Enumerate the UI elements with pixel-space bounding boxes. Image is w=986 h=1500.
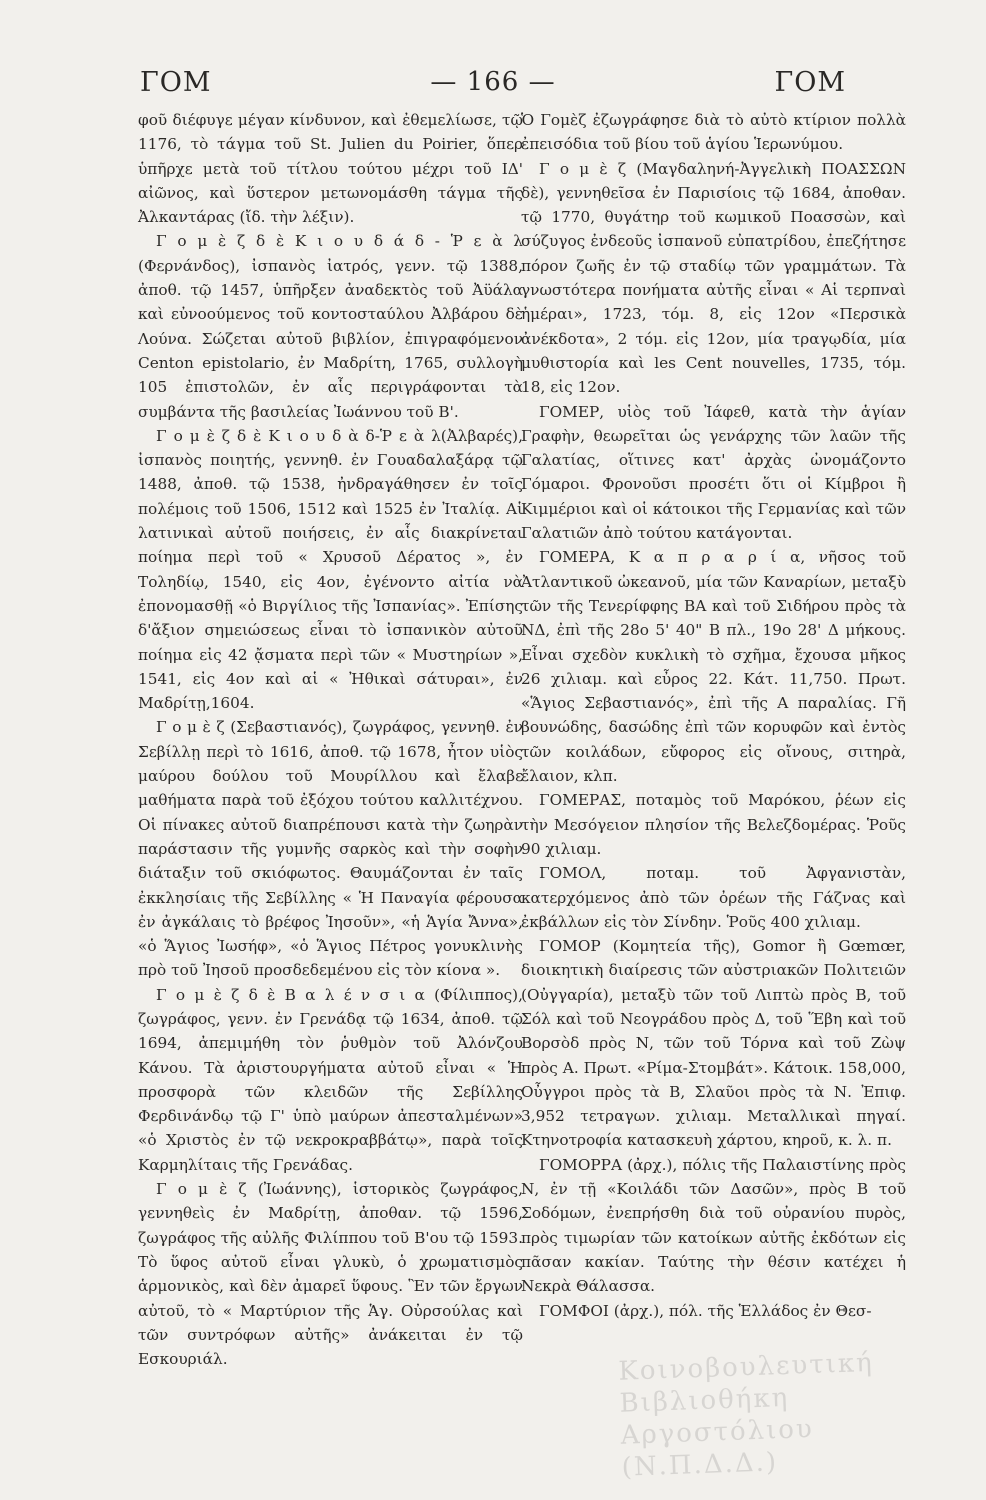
- entry-paragraph: ΓΟΜΟΛ, ποταμ. τοῦ Ἀφγανιστὰν, κατερχόμενος ἀπὸ τῶν ὀρέων τῆς Γάζνας καὶ ἐκβάλλων εἰς τὸν Σίνδην. Ῥοῦς 400 χιλιαμ.: [521, 864, 906, 931]
- entry-paragraph: φοῦ διέφυγε μέγαν κίνδυνον, καὶ ἐθεμελίωσε, τῷ 1176, τὸ τάγμα τοῦ St. Julien du Poirier, ὅπερ ὑπῆρχε μετὰ τοῦ τίτλου τούτου μέχρι τοῦ ΙΔ' αἰῶνος, καὶ ὕστερον μετωνομάσθη τάγμα τῆς Ἀλκαντάρας (ἴδ. τὴν λέξιν).: [138, 111, 523, 227]
- right-column: [521, 108, 906, 1323]
- header-right-word: ΓΟΜ: [774, 66, 846, 98]
- library-watermark: Κοινοβουλευτική Βιβλιοθήκη Αργοστόλιου (Ν.Π.Δ.Δ.): [617, 1347, 875, 1483]
- entry-paragraph: Γ ο μ ὲ ζ δ ὲ Κ ι ο υ δ ὰ δ-Ῥ ε ὰ λ(Ἀλβαρές), ἰσπανὸς ποιητής, γεννηθ. ἐν Γουαδαλαξάρᾳ τῷ 1488, ἀποθ. τῷ 1538, ἠνδραγάθησεν ἐν τοῖς πολέμοις τοῦ 1506, 1512 καὶ 1525 ἐν Ἰταλίᾳ. Αἱ λατινικαὶ αὐτοῦ ποιήσεις, ἐν αἷς διακρίνεται ποίημα περὶ τοῦ « Χρυσοῦ Δέρατος », ἐν Τοληδίῳ, 1540, εἰς 4ον, ἐγένοντο αἰτία νὰ ἐπονομασθῇ «ὁ Βιργίλιος τῆς Ἰσπανίας». Ἐπίσης δ'ἄξιον σημειώσεως εἶναι τὸ ἰσπανικὸν αὐτοῦ ποίημα εἰς 42 ᾄσματα περὶ τῶν « Μυστηρίων », 1541, εἰς 4ον καὶ αἱ « Ἠθικαὶ σάτυραι», ἐν Μαδρίτῃ,1604.: [138, 426, 523, 713]
- entry-paragraph: Γ ο μ ὲ ζ δ ὲ Κ ι ο υ δ ά δ - Ῥ ε ὰ λ (Φερνάνδος), ἰσπανὸς ἰατρός, γενν. τῷ 1388, ἀποθ. τῷ 1457, ὑπῆρξεν ἀναδεκτὸς τοῦ Ἀϋάλα καὶ εὐνοούμενος τοῦ κοντοσταύλου Ἀλβάρου δὲ Λούνα. Σώζεται αὐτοῦ βιβλίον, ἐπιγραφόμενον Centon epistolario, ἐν Μαδρίτη, 1765, συλλογὴ 105 ἐπιστολῶν, ἐν αἷς περιγράφονται τὰ συμβάντα τῆς βασιλείας Ἰωάννου τοῦ Β'.: [138, 232, 523, 421]
- entry-paragraph: ΓΟΜΕΡΑ, Κ α π ρ α ρ ί α, νῆσος τοῦ Ἀτλαντικοῦ ὠκεανοῦ, μία τῶν Καναρίων, μεταξὺ τῶν τῆς Τενερίφφης ΒΑ καὶ τοῦ Σιδήρου πρὸς τὰ ΝΔ, ἐπὶ τῆς 28ο 5' 40" Β πλ., 19ο 28' Δ μήκους. Εἶναι σχεδὸν κυκλικὴ τὸ σχῆμα, ἔχουσα μῆκος 26 χιλιαμ. καὶ εὖρος 22. Κάτ. 11,750. Πρωτ. «Ἅγιος Σεβαστιανός», ἐπὶ τῆς Α παραλίας. Γῆ βουνώδης, δασώδης ἐπὶ τῶν κορυφῶν καὶ ἐντὸς τῶν κοιλάδων, εὔφορος εἰς οἴνους, σιτηρὰ, ἔλαιον, κλπ.: [521, 548, 906, 786]
- entry-paragraph: Γ ο μ ὲ ζ (Ἰωάννης), ἱστορικὸς ζωγράφος, γεννηθεὶς ἐν Μαδρίτῃ, ἀποθαν. τῷ 1596, ζωγράφος τῆς αὐλῆς Φιλίππου τοῦ Β'ου τῷ 1593. Τὸ ὕφος αὐτοῦ εἶναι γλυκὺ, ὁ χρωματισμὸς ἁρμονικὸς, καὶ δὲν ἀμαρεῖ ὕφους. Ἓν τῶν ἔργων αὐτοῦ, τὸ « Μαρτύριον τῆς Ἁγ. Οὐρσούλας καὶ τῶν συντρόφων αὐτῆς» ἀνάκειται ἐν τῷ Εσκουριάλ.: [138, 1180, 523, 1369]
- entry-paragraph: ΓΟΜΕΡΑΣ, ποταμὸς τοῦ Μαρόκου, ῥέων εἰς τὴν Μεσόγειον πλησίον τῆς Βελεζδομέρας. Ῥοῦς 90 χιλιαμ.: [521, 791, 906, 858]
- entry-paragraph: ΓΟΜΦΟΙ (ἀρχ.), πόλ. τῆς Ἑλλάδος ἐν Θεσ-: [539, 1301, 872, 1320]
- entry-paragraph: ΓΟΜΕΡ, υἱὸς τοῦ Ἰάφεθ, κατὰ τὴν ἁγίαν Γραφὴν, θεωρεῖται ὡς γενάρχης τῶν λαῶν τῆς Γαλατίας, οἵτινες κατ' ἀρχὰς ὠνομάζοντο Γόμαροι. Φρονοῦσι προσέτι ὅτι οἱ Κίμβροι ἢ Κιμμέριοι καὶ οἱ κάτοικοι τῆς Γερμανίας καὶ τῶν Γαλατιῶν ἀπὸ τούτου κατάγονται.: [521, 402, 906, 543]
- page-header: [140, 62, 846, 102]
- entry-paragraph: ΓΟΜΟΡΡΑ (ἀρχ.), πόλις τῆς Παλαιστίνης πρὸς Ν, ἐν τῇ «Κοιλάδι τῶν Δασῶν», πρὸς Β τοῦ Σοδόμων, ἐνεπρήσθη διὰ τοῦ οὐρανίου πυρὸς, πρὸς τιμωρίαν τῶν κατοίκων αὐτῆς ἐκδότων εἰς πᾶσαν κακίαν. Ταύτης τὴν θέσιν κατέχει ἡ Νεκρὰ Θάλασσα.: [521, 1155, 906, 1296]
- entry-paragraph: ΓΟΜΟΡ (Κομητεία τῆς), Gomor ἢ Gœmœr, διοικητικὴ διαίρεσις τῶν αὐστριακῶν Πολιτειῶν (Οὐγγαρία), μεταξὺ τῶν τοῦ Λιπτὼ πρὸς Β, τοῦ Σόλ καὶ τοῦ Νεογράδου πρὸς Δ, τοῦ Ἕβη καὶ τοῦ Βορσὸδ πρὸς Ν, τῶν τοῦ Τόρνα καὶ τοῦ Ζὼψ πρὸς Α. Πρωτ. «Ρίμα-Στομβάτ». Κάτοικ. 158,000, Οὖγγροι πρὸς τὰ Β, Σλαῦοι πρὸς τὰ Ν. Ἐπιφ. 3,952 τετραγων. χιλιαμ. Μεταλλικαὶ πηγαί. Κτηνοτροφία κατασκευὴ χάρτου, κηροῦ, κ. λ. π.: [521, 937, 906, 1150]
- entry-paragraph: Γ ο μ ὲ ζ (Μαγδαληνή-Ἀγγελικὴ ΠΟΑΣΣΩΝ δὲ), γεννηθεῖσα ἐν Παρισίοις τῷ 1684, ἀποθαν. τῷ 1770, θυγάτηρ τοῦ κωμικοῦ Ποασσὼν, καὶ σύζυγος ἐνδεοῦς ἰσπανοῦ εὐπατρίδου, ἐπεζήτησε πόρον ζωῆς ἐν τῷ σταδίῳ τῶν γραμμάτων. Τὰ γνωστότερα πονήματα αὐτῆς εἶναι « Αἱ τερπναὶ ἡμέραι», 1723, τόμ. 8, εἰς 12ον «Περσικὰ ἀνέκδοτα», 2 τόμ. εἰς 12ον, μία τραγῳδία, μία μυθιστορία καὶ les Cent nouvelles, 1735, τόμ. 18, εἰς 12ον.: [521, 159, 906, 397]
- header-left-word: ΓΟΜ: [140, 66, 212, 98]
- entry-paragraph: Ὁ Γομὲζ ἐζωγράφησε διὰ τὸ αὐτὸ κτίριον πολλὰ ἐπεισόδια τοῦ βίου τοῦ ἁγίου Ἱερωνύμου.: [521, 111, 906, 154]
- left-column: [138, 108, 523, 1371]
- entry-paragraph: Γ ο μ ὲ ζ δ ὲ Β α λ έ ν σ ι α (Φίλιππος), ζωγράφος, γενν. ἐν Γρενάδᾳ τῷ 1634, ἀποθ. τῷ 1694, ἀπεμιμήθη τὸν ῥυθμὸν τοῦ Ἀλόνζου Κάνου. Τὰ ἀριστουργήματα αὐτοῦ εἶναι « Ἡ προσφορὰ τῶν κλειδῶν τῆς Σεβίλλης Φερδινάνδῳ τῷ Γ' ὑπὸ μαύρων ἀπεσταλμένων» «ὁ Χριστὸς ἐν τῷ νεκροκραββάτῳ», παρὰ τοῖς Καρμηλίταις τῆς Γρενάδας.: [138, 985, 523, 1174]
- entry-paragraph: Γ ο μ ὲ ζ (Σεβαστιανός), ζωγράφος, γεννηθ. ἐν Σεβίλλῃ περὶ τὸ 1616, ἀποθ. τῷ 1678, ἦτον υἱὸς μαύρου δούλου τοῦ Μουρίλλου καὶ ἔλαβε μαθήματα παρὰ τοῦ ἐξόχου τούτου καλλιτέχνου. Οἱ πίνακες αὐτοῦ διαπρέπουσι κατὰ τὴν ζωηρὰν παράστασιν τῆς γυμνῆς σαρκὸς καὶ τὴν σοφὴν διάταξιν τοῦ σκιόφωτος. Θαυμάζονται ἐν ταῖς ἐκκλησίαις τῆς Σεβίλλης « Ἡ Παναγία φέρουσα ἐν ἀγκάλαις τὸ βρέφος Ἰησοῦν», «ἡ Ἁγία Ἄννα», «ὁ Ἅγιος Ἰωσήφ», «ὁ Ἅγιος Πέτρος γονυκλινὴς πρὸ τοῦ Ἰησοῦ προσδεδεμένου εἰς τὸν κίονα ».: [138, 718, 523, 980]
- page-number: — 166 —: [430, 67, 556, 97]
